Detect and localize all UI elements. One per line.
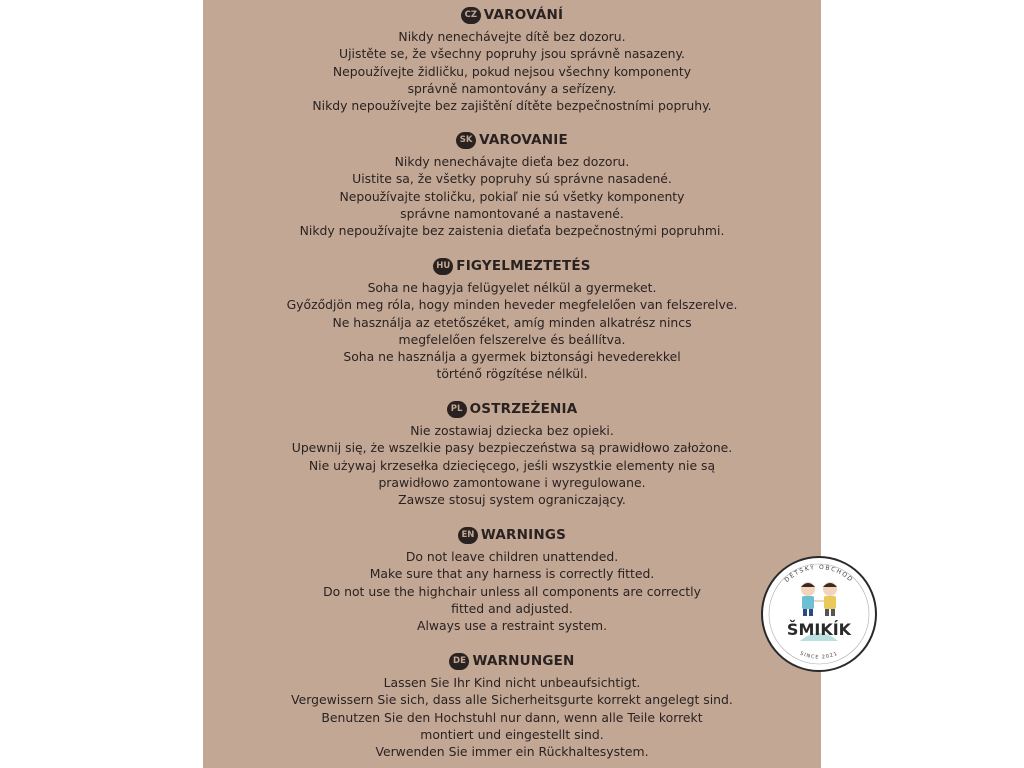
language-badge-hu: HU bbox=[433, 258, 453, 275]
warnings-panel bbox=[203, 0, 821, 768]
section-heading bbox=[203, 6, 821, 24]
language-badge-de: DE bbox=[449, 653, 469, 670]
warning-line: Make sure that any harness is correctly fitted. bbox=[369, 566, 655, 582]
language-badge-cz: CZ bbox=[461, 7, 481, 24]
logo-name: ŠMIKÍK bbox=[786, 620, 852, 639]
warning-line: Nie używaj krzesełka dziecięcego, jeśli wszystkie elementy nie są bbox=[308, 457, 716, 473]
section-title: VAROVÁNÍ bbox=[483, 7, 564, 23]
warning-section-cz bbox=[203, 6, 821, 114]
warning-line: megfelelően felszerelve és beállítva. bbox=[398, 331, 626, 347]
warning-line: Upewnij się, że wszelkie pasy bezpieczeństwa są prawidłowo założone. bbox=[291, 440, 733, 456]
warning-line: Ujistěte se, že všechny popruhy jsou správně nasazeny. bbox=[339, 46, 685, 62]
warning-line: Soha ne hagyja felügyelet nélkül a gyermeket. bbox=[367, 280, 657, 295]
warning-line: Uistite sa, že všetky popruhy sú správne nasadené. bbox=[352, 171, 672, 187]
warning-line: Always use a restraint system. bbox=[416, 618, 608, 634]
warning-section-sk bbox=[203, 131, 821, 239]
warning-line: Do not use the highchair unless all components are correctly bbox=[323, 583, 701, 599]
warning-line: Győződjön meg róla, hogy minden heveder megfelelően van felszerelve. bbox=[286, 297, 738, 313]
warning-line: Nepoužívajte stoličku, pokiaľ nie sú všetky komponenty bbox=[339, 188, 685, 204]
warning-line: správně namontovány a seřízeny. bbox=[407, 80, 617, 96]
language-badge-sk: SK bbox=[456, 132, 476, 149]
warning-line: Soha ne használja a gyermek biztonsági hevederekkel bbox=[343, 349, 681, 365]
logo-arc-bottom-text: SINCE 2021 bbox=[799, 650, 839, 661]
language-badge-en: EN bbox=[458, 527, 478, 544]
warning-line: történő rögzítése nélkül. bbox=[436, 366, 588, 382]
logo-arc-top-text: DĚTSKÝ OBCHOD bbox=[783, 563, 855, 584]
section-title: VAROVANIE bbox=[479, 132, 568, 148]
section-heading bbox=[203, 526, 821, 544]
warning-line: Vergewissern Sie sich, dass alle Sicherheitsgurte korrekt angelegt sind. bbox=[291, 692, 733, 708]
warning-section-pl bbox=[203, 400, 821, 508]
warning-line: Nikdy nepoužívajte bez zaistenia dieťaťa bezpečnostnými popruhmi. bbox=[299, 223, 725, 239]
warning-section-en bbox=[203, 526, 821, 634]
section-heading bbox=[203, 257, 821, 275]
section-heading bbox=[203, 652, 821, 670]
warning-line: Nie zostawiaj dziecka bez opieki. bbox=[410, 423, 614, 438]
section-title: WARNINGS bbox=[480, 527, 567, 543]
warning-line: Verwenden Sie immer ein Rückhaltesystem. bbox=[375, 744, 649, 760]
warning-line: Nikdy nepoužívejte bez zajištění dítěte bezpečnostními popruhy. bbox=[312, 98, 712, 114]
warning-line: prawidłowo zamontowane i wyregulowane. bbox=[378, 474, 646, 490]
smikik-logo bbox=[760, 555, 878, 673]
warning-line: správne namontované a nastavené. bbox=[400, 205, 624, 221]
warning-line: montiert und eingestellt sind. bbox=[420, 726, 604, 742]
warning-section-hu bbox=[203, 257, 821, 383]
warning-line: Do not leave children unattended. bbox=[405, 549, 619, 564]
warning-line: Ne használja az etetőszéket, amíg minden alkatrész nincs bbox=[332, 314, 692, 330]
warning-line: fitted and adjusted. bbox=[451, 600, 573, 616]
warning-line: Nikdy nenechávajte dieťa bez dozoru. bbox=[394, 154, 630, 169]
warning-line: Benutzen Sie den Hochstuhl nur dann, wenn alle Teile korrekt bbox=[321, 709, 703, 725]
section-title: WARNUNGEN bbox=[472, 653, 575, 669]
warning-section-de bbox=[203, 652, 821, 760]
warning-line: Zawsze stosuj system ograniczający. bbox=[398, 492, 626, 508]
section-heading bbox=[203, 131, 821, 149]
language-badge-pl: PL bbox=[447, 401, 467, 418]
section-heading bbox=[203, 400, 821, 418]
section-title: FIGYELMEZTETÉS bbox=[456, 258, 591, 274]
warning-line: Lassen Sie Ihr Kind nicht unbeaufsichtigt. bbox=[383, 675, 641, 690]
warning-line: Nikdy nenechávejte dítě bez dozoru. bbox=[398, 29, 626, 44]
section-title: OSTRZEŻENIA bbox=[469, 401, 578, 417]
warning-line: Nepoužívejte židličku, pokud nejsou všechny komponenty bbox=[332, 63, 692, 79]
